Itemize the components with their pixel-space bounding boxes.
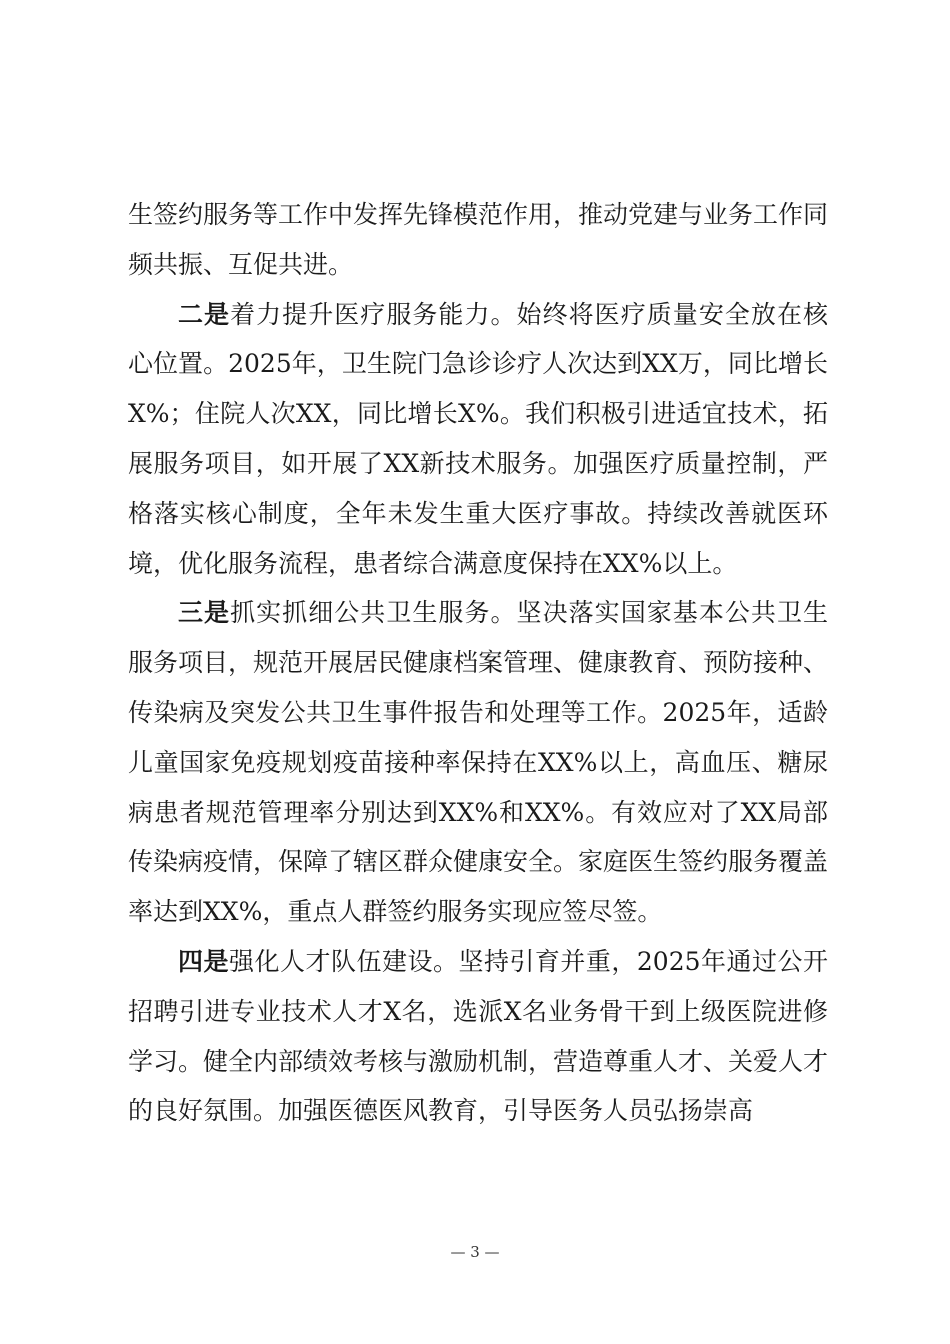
page-number: — 3 —: [450, 1243, 500, 1261]
body-text: [128, 190, 828, 1136]
paragraph-public-health: [128, 588, 828, 937]
paragraph-talent-team: [128, 937, 828, 1136]
paragraph-text: 强化人才队伍建设。坚持引育并重，2025年通过公开招聘引进专业技术人才X名，选派X名业务骨干到上级医院进修学习。健全内部绩效考核与激励机制，营造尊重人才、关爱人才的良好氛围。加强医德医风教育，引导医务人员弘扬崇高: [128, 946, 829, 1126]
paragraph-text: 抓实抓细公共卫生服务。坚决落实国家基本公共卫生服务项目，规范开展居民健康档案管理、健康教育、预防接种、传染病及突发公共卫生事件报告和处理等工作。2025年，适龄儿童国家免疫规划疫苗接种率保持在XX%以上，高血压、糖尿病患者规范管理率分别达到XX%和XX%。有效应对了XX局部传染病疫情，保障了辖区群众健康安全。家庭医生签约服务覆盖率达到XX%，重点人群签约服务实现应签尽签。: [128, 598, 829, 927]
paragraph-medical-services: [128, 290, 828, 589]
paragraph-text: 着力提升医疗服务能力。始终将医疗质量安全放在核心位置。2025年，卫生院门急诊诊疗人次达到XX万，同比增长X%；住院人次XX，同比增长X%。我们积极引进适宜技术，拓展服务项目，如开展了XX新技术服务。加强医疗质量控制，严格落实核心制度，全年未发生重大医疗事故。持续改善就医环境，优化服务流程，患者综合满意度保持在XX%以上。: [128, 299, 828, 578]
paragraph-lead: 二是: [178, 299, 231, 329]
paragraph-text: 生签约服务等工作中发挥先锋模范作用，推动党建与业务工作同频共振、互促共进。: [128, 200, 829, 279]
paragraph-continuation: [128, 190, 828, 290]
paragraph-lead: 三是: [178, 598, 231, 628]
paragraph-lead: 四是: [178, 946, 229, 976]
